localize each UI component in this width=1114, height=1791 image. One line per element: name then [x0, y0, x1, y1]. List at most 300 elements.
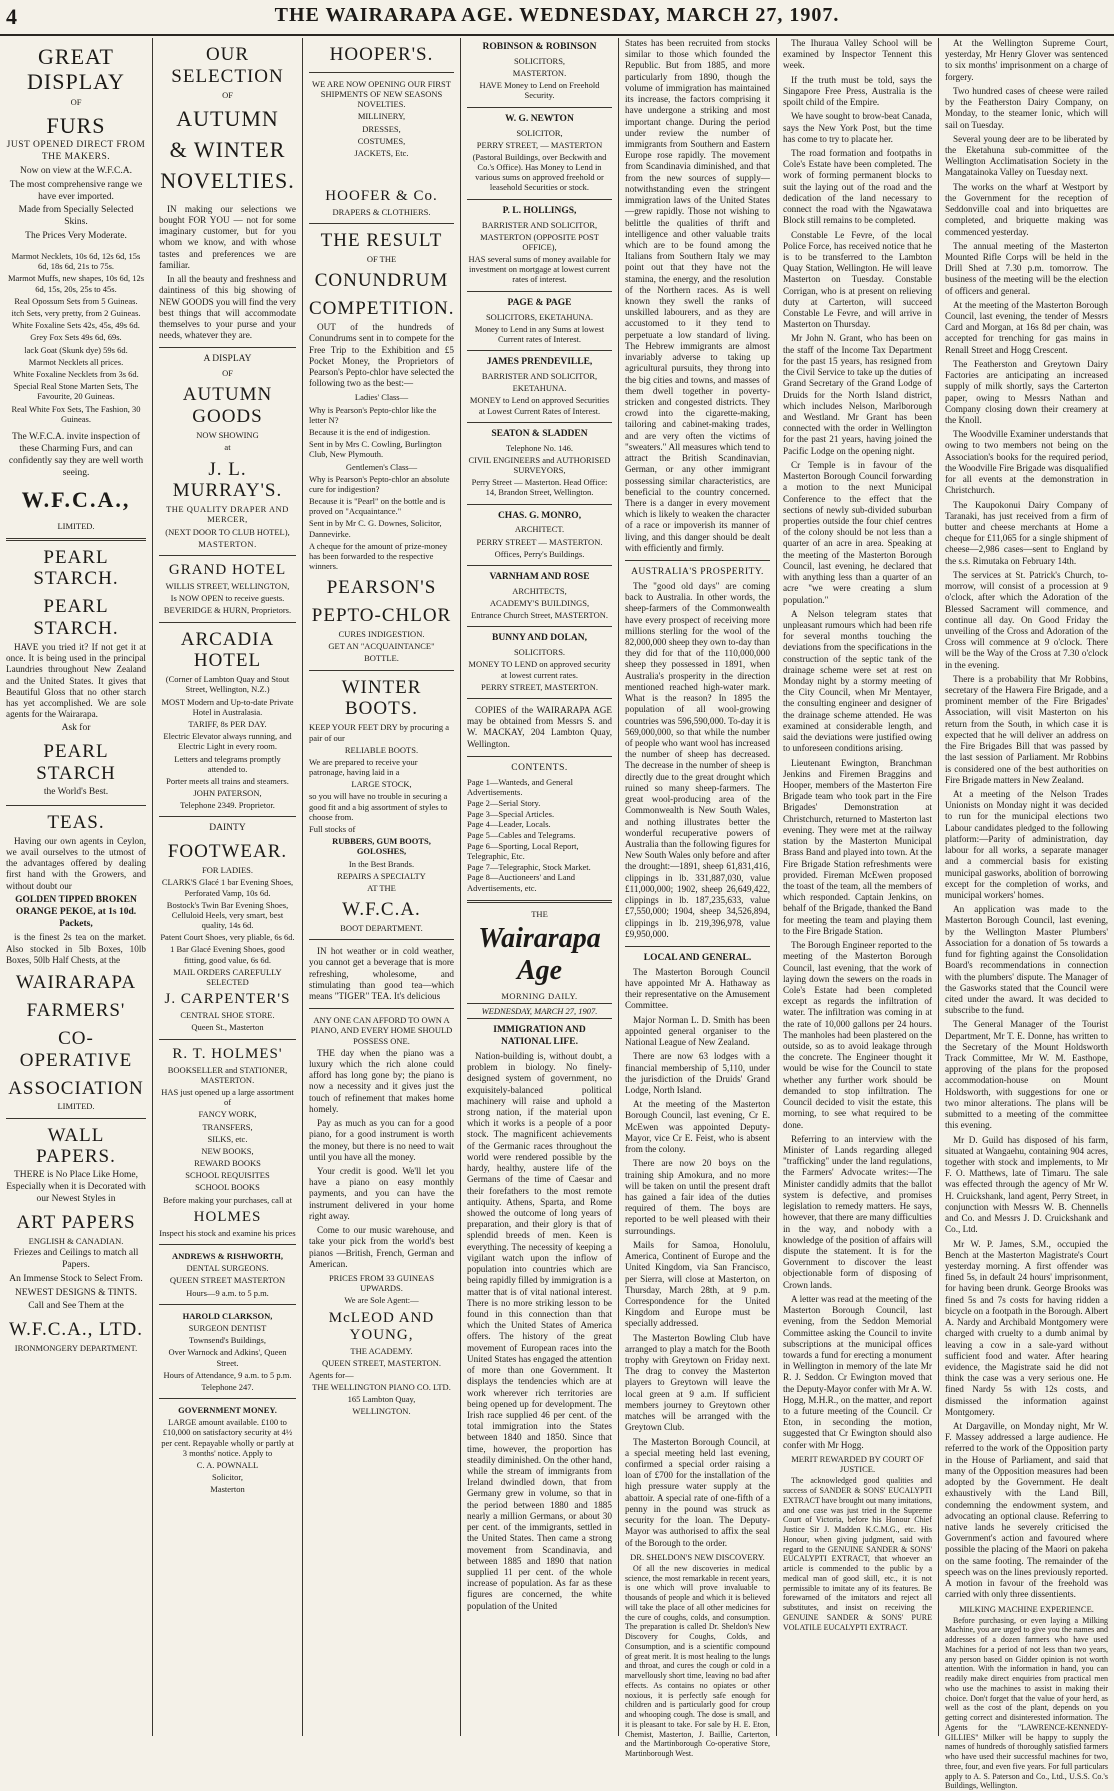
divider — [6, 1118, 146, 1119]
divider — [159, 555, 296, 556]
clarkson-sub: SURGEON DENTIST — [188, 1322, 267, 1333]
furs-heading: GREAT DISPLAY — [27, 44, 125, 95]
card-title: BUNNY AND DOLAN, — [492, 633, 587, 644]
holmes-item: SILKS, etc. — [207, 1133, 248, 1144]
local-item: The Masterton Borough Council have appointed Mr A. Hathaway as their representative on the Amusement Committee. — [625, 966, 770, 1011]
furs-line: Made from Specially Selected Skins. — [18, 205, 134, 228]
column-1 — [0, 38, 152, 1738]
card-sub: SOLICITORS, EKETAHUNA. — [485, 311, 594, 322]
murray-town: MASTERTON. — [198, 538, 257, 549]
contents-row — [467, 841, 612, 862]
local-item: The Woodville Examiner understands that owing to two members not being on the Association's books for the required period, the Woodville Fire Brigade was disqualified for all events at the demonstration in Christchurch. — [945, 429, 1108, 496]
local-item: The annual meeting of the Masterton Mounted Rifle Corps will be held in the Drill Shed at 7.30 p.m. tomorrow. The business of the meeting will be the election of officers and general. — [945, 240, 1108, 296]
arcadia-owner: JOHN PATERSON, — [193, 788, 262, 799]
local-item: At the meeting of the Masterton Borough Council, last evening, Cr E. McEwen was appointed Deputy-Mayor, vice Cr E. Feist, who is absent from the colony. — [625, 1099, 770, 1155]
hooper-item: JACKETS, Etc. — [354, 147, 409, 158]
furs-item: White Foxaline Necklets from 3s 6d. — [13, 368, 139, 379]
footwear-title: FOOTWEAR. — [167, 841, 288, 863]
divider — [467, 291, 612, 292]
furs-item: Real White Fox Sets, The Fashion, 30 Guineas. — [11, 403, 141, 424]
selection-p1: IN making our selections we bought FOR YOU — not for some imaginary customer, but for you whom we know, and with whose tastes and preferences we are familiar. — [159, 203, 296, 270]
tea-body: IN hot weather or in cold weather, you cannot get a beverage that is more refreshing, wholesome, and stimulating than good tea—which means "TIGER" TEA. It's delicious — [309, 946, 454, 1002]
murray-showing: NOW SHOWING — [196, 430, 259, 441]
card-title: VARNHAM AND ROSE — [489, 571, 590, 582]
local-item: An application was made to the Masterton Borough Council, last evening, by the Wellington Master Plumbers' Association for a donation of 5s towards a fund for fighting against the Consolidation Board's recommendations in connection with the plumbers' dispute. The Manager of the Gasworks stated that the Council were cited under the award. It was decided to subscribe to the fund. — [945, 904, 1108, 1016]
furs-item: itch Sets, very pretty, from 2 Guineas. — [11, 308, 141, 319]
competition-gents: Gentlemen's Class— — [345, 461, 418, 472]
leader-cont: States has been recruited from stocks similar to those which founded the Republic. But from 1885, and more particularly from 1890, though the volume of immigration has maintained its increase, the factors comprising it have undergone a striking and most important change. During the period under review the number of immigrants from Southern and Eastern Europe rose rapidly. The movement from Scandinavia diminished, and that from the new sources of supply—notwithstanding even the stringent immigration laws of the United States—grew rapidly. Those not wishing to belittle the qualities of thrift and intelligence and other valuable traits which are to be found among the Italians from Southern Italy we may point out that they have not the stamina, the energy, and the resolution of the Northern races. As is well known they swell the ranks of unskilled labourers, and as they are accustomed to it they tend to perpetuate a low standard of living. The Hebrew immigrants are almost invariably adverse to taking up agricultural pursuits, they throng into the big cities and towns, and masses of them dwell together in poverty-stricken and congested districts. They crowd into the cigarette-making, tailoring and cabinet-making trades, and are very often the victims of "sweaters." All measures which tend to attract the British Scandinavian, German, or any other immigrant possessing similar characteristics, are beneficial to the country concerned. There is a danger in every movement which is likely to weaken the character of a race or impoverish its manner of living, and this danger should be dealt with efficiently and firmly. — [625, 38, 770, 553]
wfca-limited: LIMITED. — [57, 521, 95, 532]
competition-cheque: A cheque for the amount of prize-money has been forwarded to the respective winners. — [309, 540, 448, 572]
card-title: SEATON & SLADDEN — [491, 428, 588, 439]
footwear-dainty: DAINTY — [209, 823, 246, 834]
holmes-sub: BOOKSELLER and STATIONER, MASTERTON. — [167, 1064, 288, 1085]
arcadia-letters: Letters and telegrams promptly attended to. — [174, 753, 281, 774]
local-item: Major Norman L. D. Smith has been appointed general organiser to the National League of New Zealand. — [625, 1014, 770, 1048]
divider — [309, 223, 454, 224]
grand-title: GRAND HOTEL — [168, 561, 287, 578]
furs-of: OF — [70, 96, 82, 107]
local-item: Constable Le Fevre, of the local Police Force, has received notice that he is to be transferred to the Lambton Quay Station, Wellington. He will leave Masterton on Tuesday. Constable Corrigan, who is at present on relieving duty at Carterton, will succeed Constable Le Fevre, and will arrive in Masterton on Thursday. — [783, 229, 932, 330]
divider — [309, 1008, 454, 1009]
column-2 — [153, 38, 302, 1738]
competition-title: COMPETITION. — [309, 298, 455, 320]
andrews-title: ANDREWS & RISHWORTH, — [172, 1251, 283, 1262]
govt-role: Solicitor, — [211, 1472, 244, 1483]
column-7 — [939, 38, 1114, 1791]
paper-morning: MORNING DAILY. — [501, 990, 578, 1001]
piano-academy: THE ACADEMY. — [350, 1345, 413, 1356]
page-number: 4 — [6, 4, 17, 29]
local-item: There are now 20 boys on the training ship Amokura, and no more will be taken on until the present draft has gained a fair idea of the duties required of them. The boys are reported to be well pleased with their surroundings. — [625, 1158, 770, 1236]
card-body: (Pastoral Buildings, over Beckwith and Co.'s Office). Has Money to Lend in various sums on approved freehold or leasehold Securities or stock. — [472, 151, 607, 193]
leader-body: Nation-building is, without doubt, a problem in biology. No finely-designed system of government, no exquisitely-balanced political machinery will raise and uphold a strong nation, if the material upon which it works is a people of a poor stock. The magnificent achievements of the Germanic races throughout the world were rendered possible by the hardy, healthy, austere life of the Germans of the time of Caesar and their forefathers to the most remote antiquity. Athens, Sparta, and Rome showed the outcome of long years of preparation, and their glory is that of splendid breeds of men. Keen is everything. The necessity of keeping a vigilant watch upon the inflow of population into countries which are being rapidly filled by immigration is a matter that is of vital national interest. There is no more striking lesson to be found in this connection than that which the United States of America offers. The history of the great movement of European races into the United States has engaged the attention of more than one Government. It displays the tendencies which are at work wherever rich territories are being opened up for development. The Irish race supplied 46 per cent. of the total immigration into the States between 1840 and 1850. Since that time, however, the proportion has steadily diminished. On the other hand, while the stream of immigrants from Ireland dwindled down, that from Germany grew in volume, so that in the period between 1880 and 1885 nearly a million Germans, or about 30 per cent. of the immigrants, settled in the United States. Then came a strong movement from Scandinavia, and between 1885 and 1890 that nation supplied 11 per cent. of the whole increase of population. As far as these figures are concerned, the white population of the United — [467, 1050, 612, 1611]
masthead — [0, 0, 1114, 36]
starch-ask: Ask for — [61, 723, 91, 734]
card-sub: SOLICITORS, — [513, 55, 566, 66]
contents-row — [467, 798, 612, 809]
furs-line: The Prices Very Moderate. — [25, 231, 127, 242]
clarkson-addr: Over Warnock and Adkins', Queen Street. — [168, 1347, 287, 1368]
card-body: MONEY to Lend on approved Securities at Lowest Current Rates of Interest. — [469, 395, 610, 416]
paper-the: THE — [531, 908, 548, 919]
divider — [6, 805, 146, 806]
boots-title: WINTER BOOTS. — [341, 676, 422, 720]
boots-stocks: Full stocks of — [309, 824, 356, 834]
footwear-item: CLARK'S Glacé 1 bar Evening Shoes, Perforated Vamp, 10s 6d. — [161, 877, 294, 898]
boots-large: LARGE STOCK, — [351, 779, 412, 790]
prosperity-title: AUSTRALIA'S PROSPERITY. — [631, 567, 764, 578]
card-body: Perry Street — Masterton. Head Office: 14, Brandon Street, Wellington. — [471, 477, 608, 498]
piano-addr: QUEEN STREET, MASTERTON. — [321, 1357, 442, 1368]
boots-firm: W.F.C.A. — [342, 899, 421, 921]
card-sub: BARRISTER AND SOLICITOR, — [481, 219, 598, 230]
hooper-body: WE ARE NOW OPENING OUR FIRST SHIPMENTS OF NEW SEASONS NOVELTIES. — [312, 78, 451, 110]
furs-line: Now on view at the W.F.C.A. — [20, 165, 132, 176]
card-body: Offices, Perry's Buildings. — [494, 548, 585, 559]
furs-item: Marmot Necklets, 10s 6d, 12s 6d, 15s 6d, 18s 6d, 21s to 75s. — [11, 251, 141, 272]
selection-line: AUTUMN — [176, 105, 279, 131]
hooper-co-title: HOOFER & Co. — [325, 188, 438, 205]
contents-cell: Page 3—Special Articles. — [467, 808, 555, 819]
pepto-get: GET AN "ACQUAINTANCE" — [328, 641, 435, 652]
contents-row — [467, 809, 612, 820]
wallpapers-body: THERE is No Place Like Home, Especially when it is Decorated with our Newest Styles in — [6, 1170, 146, 1204]
contents-cell: Page 6—Sporting, Local Report, Telegraphic, Etc. — [467, 840, 579, 862]
boots-choose: so you will have no trouble in securing a good fit and a big assortment of styles to choose from. — [309, 791, 448, 822]
contents-cell: Page 8—Auctioneers' and Land Advertisements, etc. — [467, 872, 575, 893]
competition-title: CONUNDRUM — [314, 270, 449, 292]
divider — [625, 560, 770, 561]
card-title: ROBINSON & ROBINSON — [482, 42, 597, 52]
local-item: The General Manager of the Tourist Department, Mr T. E. Donne, has written to the Secretary of the Mount Holdsworth Track Committee, Mr W. M. Easthope, approving of the plans for the proposed accommodation-house on Mount Holdsworth, with suggestions for one or two minor alterations. The plans will be submitted to a meeting of the committee this evening. — [945, 1019, 1108, 1131]
competition-a2: Because it is "Pearl" on the bottle and is proved on "Acquaintance." — [309, 496, 446, 517]
holmes-item: SCHOOL BOOKS — [195, 1182, 260, 1193]
furs-item: lack Goat (Skunk dye) 59s 6d. — [24, 344, 128, 355]
milking-body: Before purchasing, or even laying a Milking Machine, you are urged to give you the names and addresses of a dozen farmers who have used Machines for a period of not less than two years, any person based on Gidder opinion is not worth attention. With the information in hand, you can readily make direct enquiries from practical men who use the machines to assist in making their choice. Don't forget that the value of your herd, as well as the cost of the plant, depends on you getting correct and disinterested information. The Agents for the "LAWRENCE-KENNEDY-GILLIES" Milker will be happy to supply the names of hundreds of thoroughly satisfied farmers who have used their successful machines for two, three, four, and even five years. For full particulars apply to A. S. Paterson and Co., Ltd., U.S.S. Co.'s Buildings, Wellington. — [945, 1615, 1108, 1791]
wallpapers-firm: W.F.C.A., LTD. — [8, 1319, 144, 1341]
andrews-sub: DENTAL SURGEONS. — [186, 1263, 269, 1274]
local-item: The Ihuraua Valley School will be examined by Inspector Tennent this week. — [783, 38, 932, 71]
card-sub: ARCHITECT. — [514, 524, 565, 535]
column-5 — [619, 38, 776, 1759]
starch-title: PEARL STARCH. — [33, 546, 119, 590]
holmes-inspect: Inspect his stock and examine his prices — [159, 1227, 296, 1238]
furs-closing: The W.F.C.A. invite inspection of these Charming Furs, and can confidently say they are well worth seeing. — [8, 431, 144, 478]
teas-product: GOLDEN TIPPED BROKEN ORANGE PEKOE, at 1s 10d. Packets, — [15, 894, 137, 929]
furs-item: Marmot Muffs, new shapes, 10s 6d, 12s 6d, 15s, 20s, 25s to 45s. — [7, 273, 145, 294]
arcadia-phone: Telephone 2349. Proprietor. — [180, 800, 275, 811]
card-body: HAS several sums of money available for investment on mortgage at lowest current rates of interest. — [468, 254, 611, 285]
divider — [467, 698, 612, 699]
card — [467, 429, 612, 498]
govt-town: Masterton — [210, 1484, 245, 1495]
card — [467, 298, 612, 344]
boots-dept: BOOT DEPARTMENT. — [340, 922, 423, 933]
carpenter-title: J. CARPENTER'S — [164, 991, 291, 1008]
furs-item: Marmot Necklets all prices. — [28, 356, 124, 367]
merit-title: MERIT REWARDED BY COURT OF JUSTICE. — [791, 1453, 924, 1475]
footwear-mail: MAIL ORDERS CAREFULLY SELECTED — [173, 966, 282, 988]
card-town: EKETAHUNA. — [512, 383, 567, 394]
footwear-for: FOR LADIES. — [201, 865, 253, 876]
contents-table — [467, 777, 612, 894]
local-item: A Nelson telegram states that unpleasant rumours which had been rife for several months touching the deviations from the specifications in the construction of the septic tank of the drainage scheme were set at rest on Monday night by a stormy meeting of the City Council, when Mr Mentayer, the consulting engineer and designer of the drainage scheme attended. He was examined at considerable length, and said the deviations were justified owing to unforeseen conditions arising. — [783, 608, 932, 754]
furs-line: The most comprehensive range we have ever imported. — [9, 179, 143, 202]
local-item: There is a probability that Mr Robbins, secretary of the Hawera Fire Brigade, and a prominent member of the Fire Brigades' Association, will visit Masterton on his return from the South, in which case it is expected that he will deliver an address on the Fire Brigades Bill that was passed by the last session of Parliament. Mr Robbins is considered one of the best authorities on Fire Brigade matters in New Zealand. — [945, 673, 1108, 785]
wallpapers-newest: NEWEST DESIGNS & TINTS. — [14, 1287, 138, 1298]
local-item: The Masterton Bowling Club have arranged to play a match for the Booth trophy with Greytown on Friday next. The drag to convey the Masterton players to Greytown will leave the local green at 9 a.m. If sufficient members journey to Greytown other matches will be arranged with the Greytown Club. — [625, 1332, 770, 1433]
wallpapers-english: ENGLISH & CANADIAN. — [28, 1235, 124, 1246]
furs-item: Real Opossum Sets from 5 Guineas. — [14, 295, 138, 306]
selection-p2: In all the beauty and freshness and daintiness of this big showing of NEW GOODS you will find the very best things that will accommodate themselves to your purse and your needs, whatever they are. — [159, 274, 296, 341]
piano-title: ANY ONE CAN AFFORD TO OWN A PIANO, AND EVERY HOME SHOULD POSSESS ONE. — [310, 1015, 453, 1046]
boots-body: KEEP YOUR FEET DRY by procuring a pair of our — [309, 722, 450, 743]
card-body: Entrance Church Street, MASTERTON. — [471, 610, 608, 621]
andrews-addr: QUEEN STREET MASTERTON — [169, 1275, 286, 1286]
divider — [467, 626, 612, 627]
divider — [309, 670, 454, 671]
teas-tail: is the finest 2s tea on the market. Also stocked in 5lb Boxes, 10lb Boxes, 50lb Half Chests, at the — [6, 932, 146, 965]
card-title: P. L. HOLLINGS, — [502, 205, 577, 216]
piano-p: Pay as much as you can for a good piano, for a good instrument is worth the money, but there is no need to wait until you have all the money. — [309, 1118, 454, 1162]
local-item: The road formation and footpaths in Cole's Estate have been completed. The work of forming permanent blocks to suit the laying out of the road and the dedication of the land necessary to connect the road with the Ngawatawa Block still remains to be completed. — [783, 147, 932, 226]
local-item: Two hundred cases of cheese were railed by the Featherston Dairy Company, on Monday, to the steamer Ionic, which will sail on Tuesday. — [945, 85, 1108, 130]
card-town: CIVIL ENGINEERS and AUTHORISED SURVEYORS, — [468, 454, 611, 475]
murray-shop: THE QUALITY DRAPER AND MERCER, — [166, 504, 289, 525]
starch-title: PEARL STARCH. — [33, 596, 119, 640]
hooper-co-sub: DRAPERS & CLOTHIERS. — [332, 207, 431, 218]
local-title: LOCAL AND GENERAL. — [643, 952, 752, 963]
local-item: At the Wellington Supreme Court, yesterday, Mr Henry Glover was sentenced to six months' imprisonment on a charge of forgery. — [945, 38, 1108, 82]
starch-tag: the World's Best. — [43, 787, 109, 798]
piano-agents: Agents for— — [309, 1369, 354, 1380]
holmes-item: SCHOOL REQUISITES — [185, 1170, 270, 1181]
contents-row — [467, 872, 612, 893]
column-3 — [303, 38, 460, 1738]
murray-display: A DISPLAY — [203, 354, 252, 365]
divider — [159, 1039, 296, 1040]
hooper-item: DRESSES, — [362, 123, 401, 134]
holmes-item: NEW BOOKS, — [201, 1145, 254, 1156]
divider — [309, 72, 454, 73]
local-item: A letter was read at the meeting of the Masterton Borough Council, last evening, from the Seddon Memorial Committee asking the Council to invite subscriptions at the municipal offices towards a fund for erecting a monument in Wellington in memory of the late Mr R. J. Seddon. Cr Ewington moved that the Deputy-Mayor confer with Mr A. W. Hogg, M.H.R., on the matter, and report to a future meeting of the Council. Cr Eton, in seconding the motion, suggested that Cr Ewington should also confer with Mr Hogg. — [783, 1293, 933, 1450]
holmes-item: FANCY WORK, — [198, 1109, 257, 1120]
card-title: CHAS. G. MONRO, — [497, 510, 582, 521]
competition-a1: Because it is the end of indigestion. — [309, 426, 431, 437]
divider — [159, 816, 296, 817]
divider — [159, 1244, 296, 1245]
paper-date: WEDNESDAY, MARCH 27, 1907. — [467, 1003, 612, 1019]
piano-co: THE WELLINGTON PIANO CO. LTD. — [312, 1382, 451, 1393]
page-title: THE WAIRARAPA AGE. WEDNESDAY, MARCH 27, 1907. — [274, 4, 840, 26]
local-item: Lieutenant Ewington, Branchman Jenkins and Firemen Braggins and Hooper, members of the Masterton Fire Brigade team who took part in the Fire Brigades' Demonstration at Christchurch, returned to Masterton last evening. They were met at the railway station by the Masterton Municipal Brass Band and played into town. At the Fire Brigade Station refreshments were provided. Fireman McEwen proposed the toast of the team, all the members of which responded. Captain Jenkins, on behalf of the Brigade, thanked the Band for meeting the team and playing them to the Fire Brigade Station. — [783, 757, 932, 936]
divider — [159, 622, 296, 623]
card-title: JAMES PRENDEVILLE, — [486, 357, 593, 368]
starch-product: PEARL STARCH — [36, 741, 116, 785]
piano-town: WELLINGTON. — [352, 1406, 411, 1417]
divider — [467, 422, 612, 423]
holmes-name: HOLMES — [193, 1208, 262, 1225]
competition-s2: Sent in by Mr C. G. Downes, Solicitor, Dannevirke. — [309, 518, 442, 539]
card-town: PERRY STREET, — MASTERTON — [476, 139, 603, 150]
murray-of: OF — [222, 368, 233, 379]
arcadia-tariff: TARIFF, 8s PER DAY. — [188, 718, 267, 729]
footwear-item: Bostock's Twin Bar Evening Shoes, Celluloid Heels, very smart, best quality, 14s 6d. — [166, 899, 289, 931]
assoc-name: WAIRARAPA — [15, 972, 137, 994]
boots-prepared: We are prepared to receive your patronage, having laid in a — [309, 756, 418, 778]
local-item: At Dargaville, on Monday night, Mr W. F. Massey addressed a large audience. He referred to the work of the Opposition party in the House of Parliament, and said that many of the Opposition measures had been adopted by the Government. He dealt exhaustively with the Land Bill, condemning the endowment system, and advocating an optional clause. Referring to native lands he severely criticised the Government's action and favoured where possible the placing of the Maori on pakeha on the same footing. The remainder of the speech was on the lines previously reported. A motion in favour of the freehold was carried with only three dissentients. — [945, 1421, 1108, 1600]
competition-the: THE RESULT — [320, 230, 443, 252]
selection-of: OF — [222, 89, 233, 100]
divider — [467, 900, 612, 903]
hooper-title: HOOPER'S. — [329, 44, 434, 65]
local-item: At a meeting of the Nelson Trades Unionists on Monday night it was decided to run for the municipal elections two Labour candidates pledged to the following platform:—Parity of administration, day labour for all works, a separate manager and a commercial basis for existing municipal gasworks, abolition of borrowing except for the completion of works, and municipal workers' homes. — [945, 789, 1108, 900]
selection-line: NOVELTIES. — [160, 168, 295, 194]
card — [467, 42, 612, 101]
holmes-item: REWARD BOOKS — [194, 1158, 261, 1169]
card — [467, 633, 612, 692]
hooper-item: COSTUMES, — [357, 135, 406, 146]
footwear-item: 1 Bar Glacé Evening Shoes, good fitting, good value, 6s 6d. — [170, 944, 285, 965]
clarkson-bldg: Townsend's Buildings, — [189, 1335, 266, 1346]
piano-name: McLEOD AND YOUNG, — [328, 1309, 435, 1343]
card — [467, 206, 612, 285]
merit-body: The acknowledged good qualities and success of SANDER & SONS' EUCALYPTI EXTRACT have brought out many imitations, and one case was just tried in the Supreme Court of Victoria, before his Honour Chief Justice Sir J. Madden K.C.M.G., etc. His Honour, when giving judgment, said with regard to the GENUINE SANDER & SONS' EUCALYPTI EXTRACT, that whoever an article is commended to the public by a medical man of good skill, etc., it is not permissible to imitate any of its features. Be forewarned of the imitators and reject all substitutes, and insist on receiving the GENUINE SANDER & SONS' PURE VOLATILE EUCALYPTI EXTRACT. — [783, 1476, 932, 1632]
govt-body: LARGE amount available. £100 to £10,000 on satisfactory security at 4½ per cent. Repayable wholly or partly at 3 months' notice. Apply to — [161, 1417, 294, 1458]
holmes-body: HAS just opened up a large assortment of — [161, 1086, 294, 1108]
starch-body: HAVE you tried it? If not get it at once. It is being used in the principal Laundries throughout New Zealand and the United States. It gives that Beautiful Gloss that no other starch has yet accomplished. We are sole agents for the Wairarapa. — [6, 641, 146, 720]
contents-cell: Page 1—Wanteds, and General Advertisements. — [467, 776, 574, 798]
competition-ladies: Ladies' Class— — [354, 392, 409, 403]
wallpapers-call: Call and See Them at the — [28, 1301, 124, 1312]
local-item: If the truth must be told, says the Singapore Free Press, Australia is the spoilt child of the Empire. — [783, 74, 932, 108]
holmes-item: TRANSFERS, — [202, 1121, 253, 1132]
card-town: PERRY STREET — MASTERTON. — [476, 536, 603, 547]
assoc-name: CO-OPERATIVE — [19, 1027, 133, 1071]
arcadia-porter: Porter meets all trains and steamers. — [166, 775, 289, 786]
govt-name: C. A. POWNALL — [196, 1460, 259, 1471]
divider — [159, 347, 296, 348]
contents-cell: Page 7—Telegraphic, Stock Market. — [467, 861, 591, 872]
pepto-title: PEPTO-CHLOR — [311, 605, 452, 627]
holmes-title: R. T. HOLMES' — [172, 1045, 283, 1062]
pepto-bottle: BOTTLE. — [364, 653, 399, 664]
teas-title: TEAS. — [47, 811, 105, 833]
carpenter-addr: Queen St., Masterton — [191, 1022, 264, 1033]
murray-at: at — [224, 442, 231, 453]
grand-open: Is NOW OPEN to receive guests. — [170, 593, 285, 604]
footwear-item: Patent Court Shoes, very pliable, 6s 6d. — [160, 932, 295, 943]
card — [467, 114, 612, 193]
wfca-logo: W.F.C.A., — [21, 487, 131, 513]
boots-rubbers: RUBBERS, GUM BOOTS, GOLOSHES, — [332, 836, 431, 857]
card-sub: ARCHITECTS, — [512, 585, 567, 596]
teas-body: Having our own agents in Ceylon, we avail ourselves to the utmost of the advantages offered by dealing first hand with the Growers, and without doubt our — [6, 835, 146, 891]
carpenter-sub: CENTRAL SHOE STORE. — [180, 1010, 275, 1021]
local-item: Cr Temple is in favour of the Masterton Borough Council forwarding a motion to the next Municipal Conference to the effect that the sections of newly sub-divided suburban properties outside the four chief centres of the colony should be not less than a quarter of an acre in area. Speaking at the meeting of the Masterton Borough Council, last evening, he declared that with anything less than a quarter of an acre "we were creating a slum population." — [783, 459, 932, 605]
contents-cell: Page 4—Leader, Locals. — [467, 819, 551, 830]
piano-lambton: 165 Lambton Quay, — [347, 1394, 416, 1405]
competition-s1: Sent in by Mrs C. Cowling, Burlington Club, New Plymouth. — [309, 439, 442, 460]
local-item: Referring to an interview with the Minister of Lands regarding alleged "trafficking" under the land regulations, the Farmers' Advocate writes:—The Minister candidly admits that the ballot system is defective, and promises legislation to remedy matters. He says, however, that there are many difficulties in the way, and nobody with a knowledge of the position of affairs will dispute the statement. It is for the Government to discover the least objectionable form of disposing of Crown lands. — [783, 1133, 932, 1290]
contents-cell: Page 2—Serial Story. — [467, 798, 541, 808]
clarkson-title: HAROLD CLARKSON, — [182, 1310, 273, 1321]
furs-item: White Foxaline Sets 42s, 45s, 49s 6d. — [12, 320, 140, 331]
competition-of: OF THE — [366, 254, 397, 265]
card-body: HAVE Money to Lend on Freehold Security. — [479, 80, 600, 101]
murray-name: J. L. MURRAY'S. — [172, 458, 283, 502]
grand-addr: WILLIS STREET, WELLINGTON, — [165, 580, 290, 591]
boots-brands: In the Best Brands. — [348, 858, 415, 869]
grand-prop: BEVERIDGE & HURN, Proprietors. — [163, 605, 292, 616]
hooper-item: MILLINERY, — [357, 111, 406, 122]
divider — [625, 946, 770, 947]
local-item: Mr John N. Grant, who has been on the staff of the Income Tax Department for the past 15 years, has resigned from the Civil Service to take up the duties of Grand Secretary of the Grand Lodge of Druids for the North Island district, which includes Nelson, Marlborough and Westland. Mr Grant has been connected with the order in Wellington for the past 21 years, having joined the Pacific Lodge on the opening night. — [783, 333, 932, 456]
assoc-name: FARMERS' — [26, 999, 126, 1021]
boots-reliable: RELIABLE BOOTS. — [344, 744, 419, 755]
local-item: At the meeting of the Masterton Borough Council, last evening, the tender of Messrs Card and Morgan, at 16s 8d per chain, was accepted for trenching for gas mains in Renall Street and Hogg Crescent. — [945, 299, 1108, 355]
holmes-before: Before making your purchases, call at — [163, 1194, 292, 1205]
milking-title: MILKING MACHINE EXPERIENCE. — [959, 1603, 1094, 1614]
local-item: We have sought to brow-beat Canada, says the New York Post, but the time has come to try to placate her. — [783, 111, 932, 144]
piano-p: Come to our music warehouse, and take your pick from the world's best pianos —British, French, German and American. — [309, 1225, 454, 1269]
murray-goods: AUTUMN GOODS — [182, 384, 273, 428]
wallpapers-art: ART PAPERS — [16, 1211, 136, 1233]
contents-row — [467, 862, 612, 873]
wallpapers-friezes: Friezes and Ceilings to match all Papers. — [13, 1247, 139, 1270]
divider — [467, 107, 612, 108]
andrews-hours: Hours—9 a.m. to 5 p.m. — [186, 1287, 269, 1298]
local-item: The Masterton Borough Council, at a special meeting held last evening, confirmed a special order raising a loan of £700 for the installation of the high pressure water supply at the abattoir. A special rate of one-fifth of a penny in the pound was struck as security for the loan. The Deputy-Mayor was authorised to affix the seal of the Borough to the order. — [625, 1436, 770, 1548]
card-sub: SOLICITOR, — [516, 127, 563, 138]
card-sub: BARRISTER AND SOLICITOR, — [481, 370, 598, 381]
card-town: ACADEMY'S BUILDINGS, — [489, 598, 590, 608]
piano-p: THE day when the piano was a luxury which the rich alone could afford has long gone by; the piano is now a necessity and it gives just the touch of refinement that makes home homely. — [309, 1047, 454, 1114]
piano-p: Your credit is good. We'll let you have a piano on easy monthly payments, and you can have the instrument delivered in your home right away. — [309, 1166, 454, 1221]
furs-item: Grey Fox Sets 49s 6d, 69s. — [30, 332, 122, 343]
local-item: Mr W. P. James, S.M., occupied the Bench at the Masterton Magistrate's Court yesterday morning. A first offender was fined 5s, in default 24 hours' imprisonment, for having been drunk. George Brooks was fined 5s and 7s costs for having ridden a bicycle on a footpath in the Borough. Albert A. Nardy and Archibald Montgomery were charged with cruelty to a dumb animal by leaving a cow in a sale-yard without sufficient food and water. After hearing evidence, the Magistrate said he did not think the case was a very serious one. He fined Nardy 5s with 12s costs, and dismissed the information against Montgomery. — [945, 1238, 1108, 1417]
arcadia-body: MOST Modern and Up-to-date Private Hotel in Australasia. — [161, 696, 294, 717]
pepto-sub: CURES INDIGESTION. — [338, 629, 425, 640]
card-title: W. G. NEWTON — [505, 113, 574, 124]
furs-line: JUST OPENED DIRECT FROM THE MAKERS. — [6, 140, 146, 162]
local-item: The Borough Engineer reported to the meeting of the Masterton Borough Council, last evening, that the work of laying down the sewers on the roads in Cole's Estate had been completed except as regards the infiltration of water. The infiltration was coming in at the rate of 10,000 gallons per 24 hours. The manholes had been plastered on the outside, so as to avoid leakage through the concrete. The Engineer thought it would be wise for the Council to state whether any further work should be demanded to stop infiltration. The Council decided to visit the estate, this morning, to see what required to be done. — [783, 940, 932, 1130]
card — [467, 357, 612, 416]
card-town: PERRY STREET, MASTERTON. — [481, 681, 598, 692]
sheldon-title: DR. SHELDON'S NEW DISCOVERY. — [630, 1551, 765, 1562]
card — [467, 572, 612, 620]
card — [467, 511, 612, 559]
local-item: The services at St. Patrick's Church, to-morrow, will consist of a procession at 9 o'clock, after which the Adoration of the Blessed Sacrament will commence, and continue all day. On Good Friday the unveiling of the Cross and Adoration of the Cross will commence at 9 o'clock. There will be the Way of the Cross at 7.30 o'clock in the evening. — [945, 569, 1108, 670]
column-4 — [461, 38, 618, 1738]
contents-row — [467, 777, 612, 798]
card-sub: SOLICITORS. — [513, 647, 566, 658]
divider — [467, 504, 612, 505]
furs-item: Special Real Stone Marten Sets, The Favourite, 20 Guineas. — [13, 381, 139, 402]
arcadia-addr: (Corner of Lambton Quay and Stout Street, Wellington, N.Z.) — [165, 674, 290, 695]
divider — [467, 565, 612, 566]
local-item: Several young deer are to be liberated by the Eketahuna sub-committee of the Wellington Acclimatisation Society in the Mangatainoka Valley on Tuesday next. — [945, 133, 1108, 178]
selection-line: & WINTER — [169, 137, 286, 163]
pepto-title: PEARSON'S — [326, 577, 437, 599]
card-town: MASTERTON. — [512, 68, 567, 79]
local-item: The Featherston and Greytown Dairy Factories are anticipating an increased supply of milk shortly, says the Carterton paper, owing to Messrs Nathan and Company closing down their creamery at the Knoll. — [945, 358, 1108, 425]
card-sub: Telephone No. 146. — [506, 442, 573, 453]
copies-notice: COPIES of the WAIRARAPA AGE may be obtained from Messrs S. and W. MACKAY, 204 Lambton Quay, Wellington. — [467, 705, 612, 749]
competition-q1: Why is Pearson's Pepto-chlor like the letter N? — [309, 404, 437, 425]
card-body: MONEY TO LEND on approved security at lowest current rates. — [468, 659, 611, 680]
card-title: PAGE & PAGE — [507, 297, 572, 308]
assoc-limited: LIMITED. — [57, 1101, 95, 1112]
local-item: The Kaupokonui Dairy Company of Taranaki, has just received from a firm of butter and cheese merchants at Home a cheque for £11,065 for a single shipment of cheese—2,986 cases—sent to England by the s.s. Rimutaka on February 14th. — [945, 499, 1108, 566]
sheldon-body: Of all the new discoveries in medical science, the most remarkable in recent years, is one which will prove invaluable to thousands of people and which it is believed will take the place of all other medicines for the cure of coughs, colds, and consumption. The preparation is called Dr. Sheldon's New Discovery for Coughs, Colds, and Consumption, and is a scientific compound of great merit. It is most healing to the lungs and throat, and cures the cough or cold in a marvellously short time, leaving no bad after effects. As contains no opiates or other noxious, it is perfectly safe enough for children and is particularly good for croup and whooping cough. The dose is small, and it is pleasant to take. For sale by H. E. Eton, Chemist, Masterton, J. Baillie, Carterton, and the Martinborough Co-operative Store, Martinborough West. — [625, 1563, 770, 1759]
wallpapers-immense: An Immense Stock to Select From. — [9, 1273, 143, 1284]
divider — [467, 756, 612, 757]
piano-agent: We are Sole Agent:— — [344, 1295, 419, 1306]
card-town: MASTERTON (OPPOSITE POST OFFICE), — [480, 231, 599, 252]
contents-cell: Page 5—Cables and Telegrams. — [467, 829, 576, 840]
boots-at: AT THE — [367, 882, 396, 893]
divider — [309, 939, 454, 940]
divider — [159, 1304, 296, 1305]
arcadia-elec: Electric Elevator always running, and Electric Light in every room. — [163, 731, 292, 752]
card-body: Money to Lend in any Sums at lowest Current rates of Interest. — [474, 323, 605, 344]
piano-prices: PRICES FROM 33 GUINEAS UPWARDS. — [328, 1272, 435, 1294]
paper-logo: Wairarapa Age — [478, 922, 601, 986]
divider — [467, 350, 612, 351]
govt-title: GOVERNMENT MONEY. — [178, 1405, 277, 1416]
